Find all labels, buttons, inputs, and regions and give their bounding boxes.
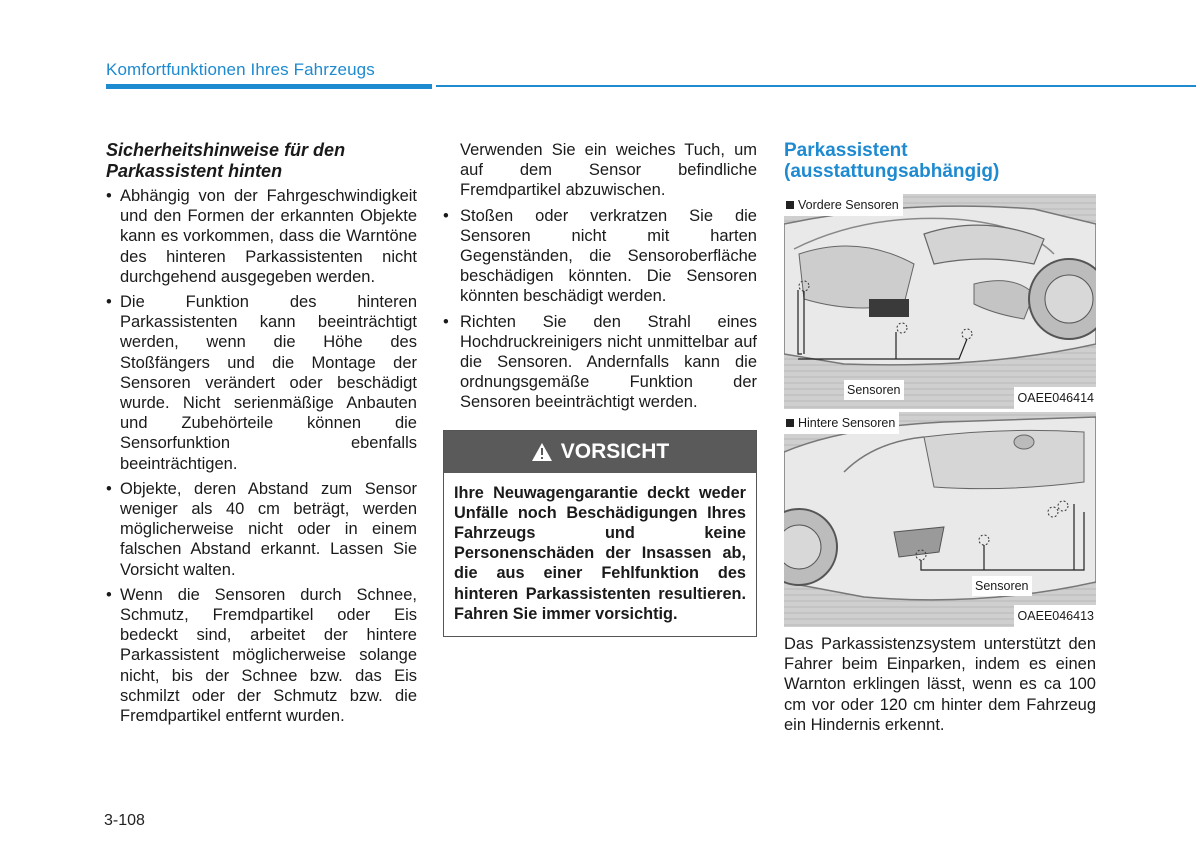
safety-bullet-list-2 — [443, 206, 757, 413]
park-assist-description: Das Parkassistenzsystem unterstützt den Fahrer beim Einparken, indem es einen Warnton erklingen lässt, wenn es ca 100 cm vor oder 120 cm hinter dem Fahrzeug ein Hindernis erkennt. — [784, 635, 1096, 734]
section-title-line2: (ausstattungsabhängig) — [784, 161, 1000, 182]
page-number: 3-108 — [104, 812, 145, 829]
continuation-text: Verwenden Sie ein weiches Tuch, um auf dem Sensor befindliche Fremdpartikel abzuwischen. — [460, 141, 757, 200]
column-safety-notes — [106, 140, 417, 731]
warning-triangle-icon — [531, 442, 553, 462]
caution-header — [444, 431, 756, 473]
header-rule — [436, 85, 1196, 87]
figure-label-text: Vordere Sensoren — [798, 198, 899, 212]
header-accent-bar — [106, 84, 432, 89]
figure-front-sensors — [784, 194, 1096, 409]
safety-heading — [106, 140, 417, 182]
figure-label-text: Hintere Sensoren — [798, 416, 896, 430]
figure-label — [784, 412, 899, 434]
list-item: • Objekte, deren Abstand zum Sensor weniger als 40 cm beträgt, werden möglicherweise nicht oder in einem falschen Abstand erkannt. Lassen Sie Vorsicht walten. — [106, 479, 417, 580]
safety-heading-line2: Parkassistent hinten — [106, 161, 283, 181]
figure-code: OAEE046413 — [1014, 605, 1096, 627]
figure-label — [784, 194, 903, 216]
caution-title: VORSICHT — [560, 439, 670, 463]
section-title — [784, 140, 1096, 182]
list-item: • Die Funktion des hinteren Parkassistenten kann beeinträchtigt werden, wenn die Höhe des Stoßfängers und die Montage der Sensoren verändert oder beschädigt wurde. Nicht serienmäßige Anbauten und Zubehörteile können die Sensorfunktion ebenfalls beeinträchtigen. — [106, 292, 417, 474]
list-item: • Wenn die Sensoren durch Schnee, Schmutz, Fremdpartikel oder Eis bedeckt sind, arbeitet der hintere Parkassistent möglicherweise solange nicht, bis der Schnee bzw. das Eis schmilzt oder der Schmutz bzw. die Fremdpartikel entfernt wurden. — [106, 585, 417, 726]
caution-box — [443, 430, 757, 637]
list-item: • Abhängig von der Fahrgeschwindigkeit und den Formen der erkannten Objekte kann es vorkommen, dass die Warntöne des hinteren Parkassistenten nicht durchgehend ausgegeben werden. — [106, 186, 417, 287]
figure-rear-sensors — [784, 412, 1096, 627]
square-bullet-icon — [786, 419, 794, 427]
list-item: • Richten Sie den Strahl eines Hochdruckreinigers nicht unmittelbar auf die Sensoren. Andernfalls kann die ordnungsgemäße Funktion der Sensoren beeinträchtigt werden. — [443, 312, 757, 413]
front-car-illustration — [784, 194, 1096, 409]
sensors-callout: Sensoren — [972, 576, 1032, 596]
caution-body: Ihre Neuwagengarantie deckt weder Unfälle noch Beschädigungen Ihres Fahrzeugs und keine Personenschäden der Insassen ab, die aus einer Fehlfunktion des hinteren Parkassistenten resultieren. Fahren Sie immer vorsichtig. — [454, 483, 746, 623]
sensors-callout: Sensoren — [844, 380, 904, 400]
safety-heading-line1: Sicherheitshinweise für den — [106, 140, 346, 160]
figure-code: OAEE046414 — [1014, 387, 1096, 409]
list-item: • Stoßen oder verkratzen Sie die Sensoren nicht mit harten Gegenständen, die Sensoroberfläche beschädigen könnten. Die Sensoren könnten beschädigt werden. — [443, 206, 757, 307]
rear-car-illustration — [784, 412, 1096, 627]
section-title-line1: Parkassistent — [784, 140, 908, 161]
square-bullet-icon — [786, 201, 794, 209]
column-park-assist — [784, 140, 1096, 739]
safety-bullet-list — [106, 186, 417, 726]
column-safety-notes-continued — [443, 140, 757, 637]
section-header-title: Komfortfunktionen Ihres Fahrzeugs — [106, 60, 375, 79]
